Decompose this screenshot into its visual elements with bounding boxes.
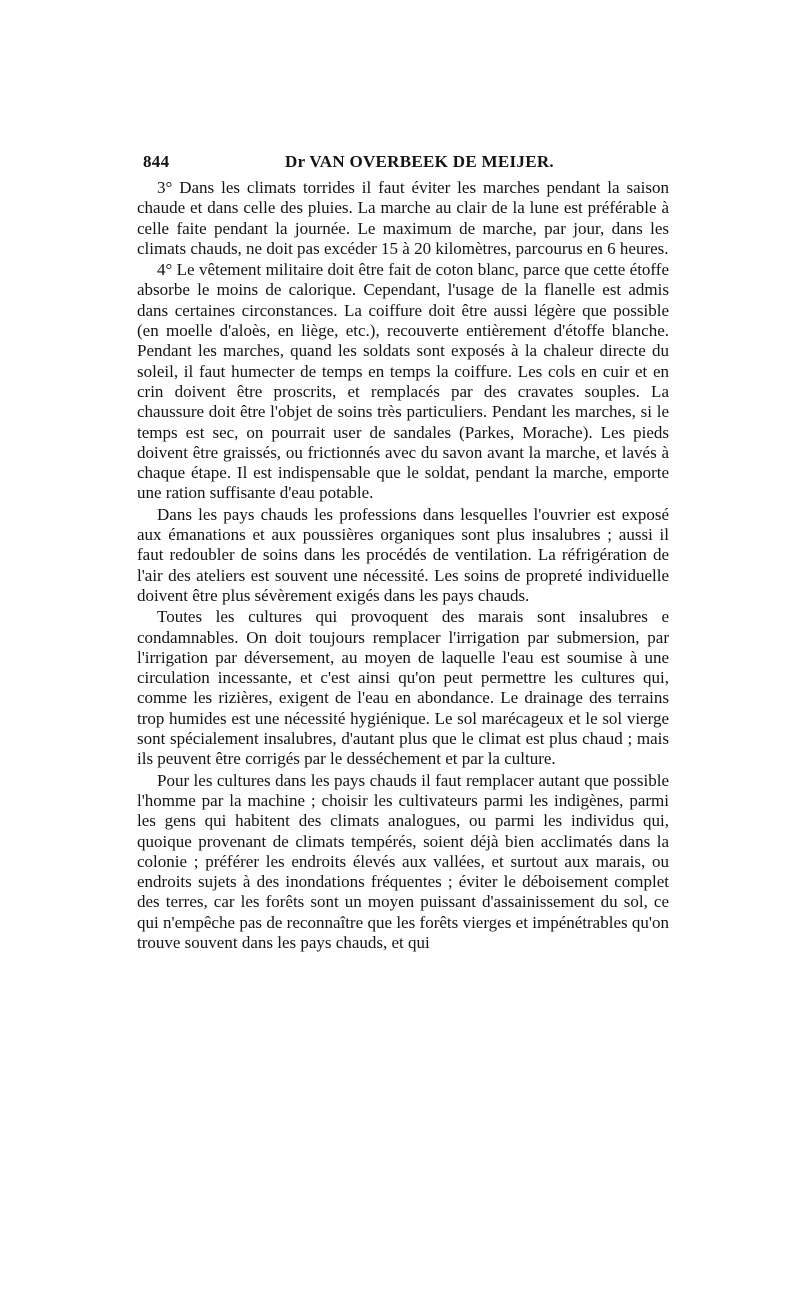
- book-page: [137, 152, 669, 954]
- body-text: [137, 178, 669, 953]
- paragraph-cultures-marais: Toutes les cultures qui provoquent des marais sont insalubres e condamnables. On doit toujours remplacer l'irrigation par submersion, par l'irrigation par déversement, au moyen de laquelle l'eau est soumise à une circulation incessante, et c'est ainsi qu'on peut permettre les cultures qui, comme les rizières, exigent de l'eau en abondance. Le drainage des terrains trop humides est une nécessité hygiénique. Le sol marécageux et le sol vierge sont spécialement insalubres, d'autant plus que le climat est plus chaud ; mais ils peuvent être corrigés par le desséchement et par la culture.: [137, 607, 669, 769]
- page-number: 844: [143, 152, 170, 171]
- page-header: [137, 152, 669, 176]
- paragraph-marches: 3° Dans les climats torrides il faut éviter les marches pendant la saison chaude et dans celle des pluies. La marche au clair de la lune est préférable à celle faite pendant la journée. Le maximum de marche, par jour, dans les climats chauds, ne doit pas excéder 15 à 20 kilomètres, parcourus en 6 heures.: [137, 178, 669, 258]
- paragraph-cultures-pays-chauds: Pour les cultures dans les pays chauds il faut remplacer autant que possible l'homme par la machine ; choisir les cultivateurs parmi les indigènes, parmi les gens qui habitent des climats analogues, ou parmi les individus qui, quoique provenant de climats tempérés, soient déjà bien acclimatés dans la colonie ; préférer les endroits élevés aux vallées, et surtout aux marais, ou endroits sujets à des inondations fréquentes ; éviter le déboisement complet des terres, car les forêts sont un moyen puissant d'assainissement du sol, ce qui n'empêche pas de reconnaître que les forêts vierges et impénétrables qu'on trouve souvent dans les pays chauds, et qui: [137, 770, 669, 952]
- paragraph-professions: Dans les pays chauds les professions dans lesquelles l'ouvrier est exposé aux émanations et aux poussières organiques sont plus insalubres ; aussi il faut redoubler de soins dans les procédés de ventilation. La réfrigération de l'air des ateliers est souvent une nécessité. Les soins de propreté individuelle doivent être plus sévèrement exigés dans les pays chauds.: [137, 504, 669, 605]
- running-head: Dr VAN OVERBEEK DE MEIJER.: [285, 152, 554, 171]
- paragraph-vetement: 4° Le vêtement militaire doit être fait de coton blanc, parce que cette étoffe absorbe le moins de calorique. Cependant, l'usage de la flanelle est admis dans certaines circonstances. La coiffure doit être aussi légère que possible (en moelle d'aloès, en liège, etc.), recouverte entièrement d'étoffe blanche. Pendant les marches, quand les soldats sont exposés à la chaleur directe du soleil, il faut humecter de temps en temps la coiffure. Les cols en cuir et en crin doivent être proscrits, et remplacés par des cravates souples. La chaussure doit être l'objet de soins très particuliers. Pendant les marches, si le temps est sec, on pourrait user de sandales (Parkes, Morache). Les pieds doivent être graissés, ou frictionnés avec du savon avant la marche, et lavés à chaque étape. Il est indispensable que le soldat, pendant la marche, emporte une ration suffisante d'eau potable.: [137, 260, 669, 503]
